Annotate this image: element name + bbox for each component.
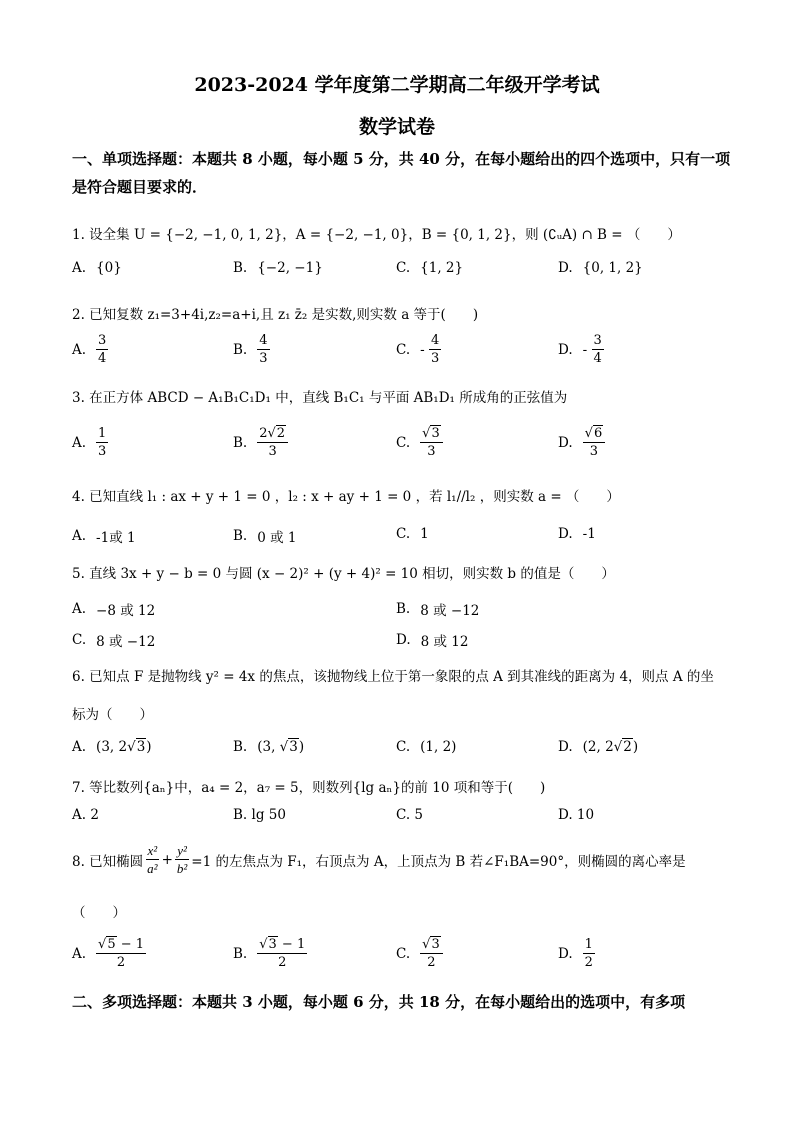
question-1-option-b[interactable]: B. {−2, −1} <box>233 260 323 276</box>
question-5-option-c[interactable]: C. 8 或 −12 <box>72 632 156 650</box>
question-1-option-a[interactable]: A. {0} <box>72 260 122 276</box>
question-6-option-c[interactable]: C. (1, 2) <box>396 739 457 755</box>
question-8-option-b[interactable]: B. $\frac{√3 - 1}{2}$ <box>233 937 306 970</box>
question-5-option-a[interactable]: A. −8 或 12 <box>72 601 156 619</box>
question-6-option-b[interactable]: B. (3, √3) <box>233 739 305 755</box>
question-6-stem-continued: 标为（ ） <box>72 707 153 723</box>
page-title: 2023-2024 学年度第二学期高二年级开学考试 <box>194 74 600 96</box>
question-3-option-b[interactable]: B. $\frac{2√2}{3}$ <box>233 425 288 460</box>
section-2-heading: 二、多项选择题：本题共 3 小题，每小题 6 分，共 18 分，在每小题给出的选项中，有多项 <box>72 993 686 1011</box>
question-6-option-a[interactable]: A. (3, 2√3) <box>72 739 152 755</box>
question-7-option-a[interactable]: A. 2 <box>72 807 99 823</box>
question-4-option-a[interactable]: A. -1或 1 <box>72 528 136 546</box>
question-3-option-a[interactable]: A. $\frac{1}{3}$ <box>72 426 107 459</box>
question-5-option-d[interactable]: D. 8 或 12 <box>396 632 469 650</box>
page-subtitle: 数学试卷 <box>358 116 435 138</box>
question-2-option-c[interactable]: C. - $\frac{4}{3}$ <box>396 333 440 366</box>
question-7-option-d[interactable]: D. 10 <box>558 807 595 823</box>
question-4-option-c[interactable]: C. 1 <box>396 526 429 542</box>
question-5-option-b[interactable]: B. 8 或 −12 <box>396 601 480 619</box>
question-2-stem: 2. 已知复数 z₁=3+4i,z₂=a+i,且 z₁ z̄₂ 是实数,则实数 a 等于( ) <box>72 307 479 323</box>
question-8-option-a[interactable]: A. $\frac{√5 - 1}{2}$ <box>72 937 145 970</box>
section-1-heading: 一、单项选择题：本题共 8 小题，每小题 5 分，共 40 分，在每小题给出的四个选项中，只有一项是符合题目要求的． <box>72 150 731 196</box>
question-3-option-c[interactable]: C. $\frac{√3}{3}$ <box>396 425 443 460</box>
question-4-option-d[interactable]: D. -1 <box>558 526 596 542</box>
question-8-option-d[interactable]: D. $\frac{1}{2}$ <box>558 937 593 970</box>
question-3-stem: 3. 在正方体 ABCD − A₁B₁C₁D₁ 中，直线 B₁C₁ 与平面 AB₁D₁ 所成角的正弦值为 <box>72 390 568 406</box>
question-7-stem: 7. 等比数列{aₙ}中，a₄ = 2，a₇ = 5，则数列{lg aₙ}的前 10 项和等于( ) <box>72 780 546 796</box>
question-8-stem-continued: （ ） <box>72 905 126 921</box>
question-7-option-c[interactable]: C. 5 <box>396 807 424 823</box>
question-2-option-a[interactable]: A. $\frac{3}{4}$ <box>72 333 107 366</box>
question-2-option-b[interactable]: B. $\frac{4}{3}$ <box>233 333 268 366</box>
question-8-option-c[interactable]: C. $\frac{√3}{2}$ <box>396 936 443 971</box>
question-1-option-d[interactable]: D. {0, 1, 2} <box>558 260 643 276</box>
question-6-option-d[interactable]: D. (2, 2√2) <box>558 739 639 755</box>
question-6-stem: 6. 已知点 F 是抛物线 y² = 4x 的焦点，该抛物线上位于第一象限的点 A 到其准线的距离为 4，则点 A 的坐 <box>72 669 714 685</box>
question-3-option-d[interactable]: D. $\frac{√6}{3}$ <box>558 425 605 460</box>
question-4-option-b[interactable]: B. 0 或 1 <box>233 528 297 546</box>
question-1-option-c[interactable]: C. {1, 2} <box>396 260 464 276</box>
question-7-option-b[interactable]: B. lg 50 <box>233 807 286 823</box>
question-1-stem: 1. 设全集 U = {−2, −1, 0, 1, 2}，A = {−2, −1, 0}，B = {0, 1, 2}，则 (∁ᵤA) ∩ B = （ ） <box>72 227 681 243</box>
question-8-stem: 8. 已知椭圆 $\frac{\text{x²}}{\text{a²}}$ + $\frac{\text{y²}}{\text{b²}}$ =1 的左焦点为 F₁，右顶点为 A，上顶点为 B 若∠F₁BA=90°，则椭圆的离心率是 <box>72 843 686 876</box>
question-5-stem: 5. 直线 3x + y − b = 0 与圆 (x − 2)² + (y + 4)² = 10 相切，则实数 b 的值是（ ） <box>72 566 615 582</box>
question-4-stem: 4. 已知直线 l₁ : ax + y + 1 = 0 ，l₂ : x + ay + 1 = 0 ，若 l₁//l₂ ，则实数 a = （ ） <box>72 489 620 505</box>
question-2-option-d[interactable]: D. - $\frac{3}{4}$ <box>558 333 602 366</box>
